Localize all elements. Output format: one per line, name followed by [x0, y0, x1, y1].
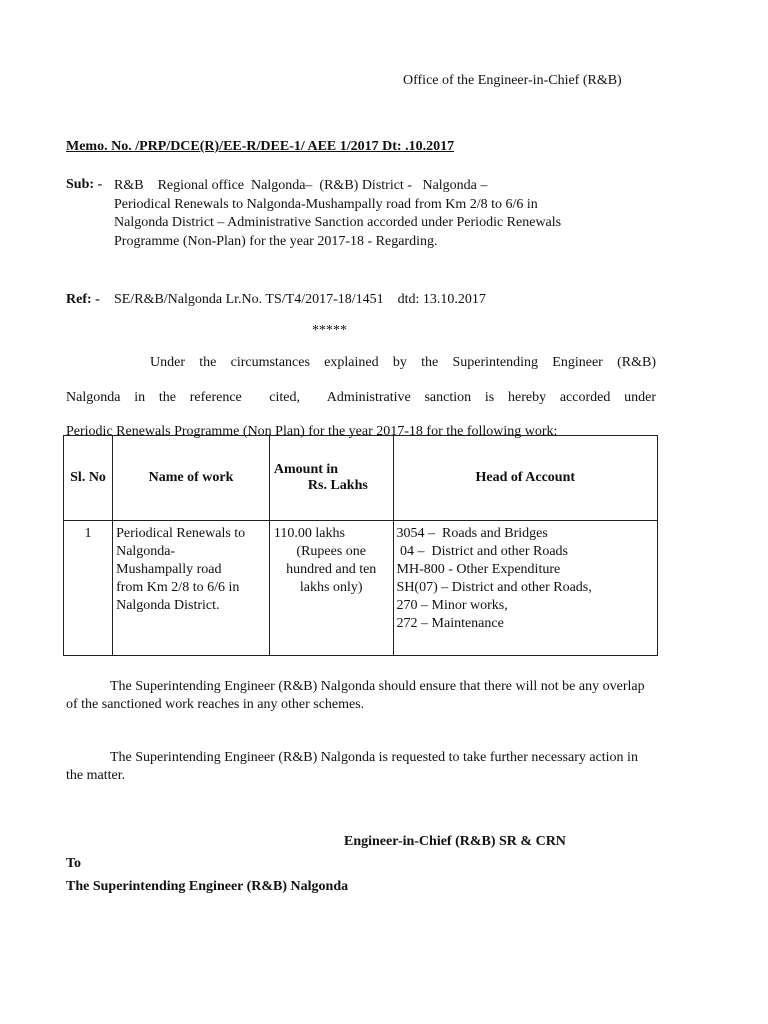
cell-amount	[269, 521, 393, 656]
paragraph-line: Nalgonda in the reference cited, Administrative sanction is hereby accorded under	[66, 389, 656, 405]
subject-line: Nalgonda District – Administrative Sanction accorded under Periodic Renewals	[114, 215, 562, 230]
table-row	[64, 521, 658, 656]
subject-line: R&B Regional office Nalgonda– (R&B) District - Nalgonda –	[114, 178, 488, 193]
work-table	[63, 435, 658, 656]
office-heading: Office of the Engineer-in-Chief (R&B)	[403, 73, 622, 88]
subject-label: Sub: -	[66, 177, 103, 192]
name-line: Nalgonda-	[116, 544, 176, 559]
amount-line: 110.00 lakhs	[273, 526, 345, 541]
cell-name-of-work	[113, 521, 270, 656]
to-label: To	[66, 856, 82, 871]
sanction-paragraph	[66, 346, 656, 450]
reference-label: Ref: -	[66, 292, 100, 307]
head-line: 270 – Minor works,	[396, 598, 508, 613]
amount-line: lakhs only)	[299, 580, 363, 595]
cell-head-of-account	[393, 521, 657, 656]
action-paragraph: The Superintending Engineer (R&B) Nalgonda is requested to take further necessary action in the matter.	[66, 750, 638, 783]
recipient-name: The Superintending Engineer (R&B) Nalgonda	[66, 879, 349, 894]
header-amount-line1: Amount in	[273, 462, 339, 477]
subject-line: Programme (Non-Plan) for the year 2017-18 - Regarding.	[114, 233, 438, 249]
overlap-paragraph: The Superintending Engineer (R&B) Nalgonda should ensure that there will not be any overlap of the sanctioned work reaches in any other schemes.	[66, 679, 645, 712]
head-line: MH-800 - Other Expenditure	[396, 562, 561, 577]
header-head-of-account: Head of Account	[393, 436, 657, 521]
subject-text	[114, 177, 561, 251]
header-sl-no: Sl. No	[64, 436, 113, 521]
header-amount-line2: Rs. Lakhs	[307, 478, 368, 493]
name-line: Mushampally road	[116, 562, 222, 577]
amount-line: hundred and ten	[286, 562, 377, 577]
reference-text: SE/R&B/Nalgonda Lr.No. TS/T4/2017-18/1451 dtd: 13.10.2017	[114, 292, 486, 307]
cell-sl-no: 1	[64, 521, 113, 656]
paragraph-line: Under the circumstances explained by the Superintending Engineer (R&B)	[150, 355, 656, 370]
subject-line: Periodical Renewals to Nalgonda-Mushampally road from Km 2/8 to 6/6 in	[114, 196, 538, 212]
signature-block: Engineer-in-Chief (R&B) SR & CRN	[344, 834, 566, 849]
separator-stars: *****	[312, 323, 347, 338]
header-amount	[269, 436, 393, 521]
amount-line: (Rupees one	[296, 544, 367, 559]
name-line: from Km 2/8 to 6/6 in	[116, 580, 240, 595]
memo-number: Memo. No. /PRP/DCE(R)/EE-R/DEE-1/ AEE 1/2017 Dt: .10.2017	[66, 139, 455, 154]
table-header-row	[64, 436, 658, 521]
header-name-of-work: Name of work	[113, 436, 270, 521]
paragraph-line: Periodic Renewals Programme (Non Plan) for the year 2017-18 for the following work:	[66, 424, 558, 439]
head-line: 3054 – Roads and Bridges	[396, 526, 548, 541]
name-line: Nalgonda District.	[116, 598, 220, 613]
head-line: 04 – District and other Roads	[396, 544, 569, 559]
name-line: Periodical Renewals to	[116, 526, 246, 541]
head-line: SH(07) – District and other Roads,	[396, 580, 592, 595]
head-line: 272 – Maintenance	[396, 616, 504, 631]
